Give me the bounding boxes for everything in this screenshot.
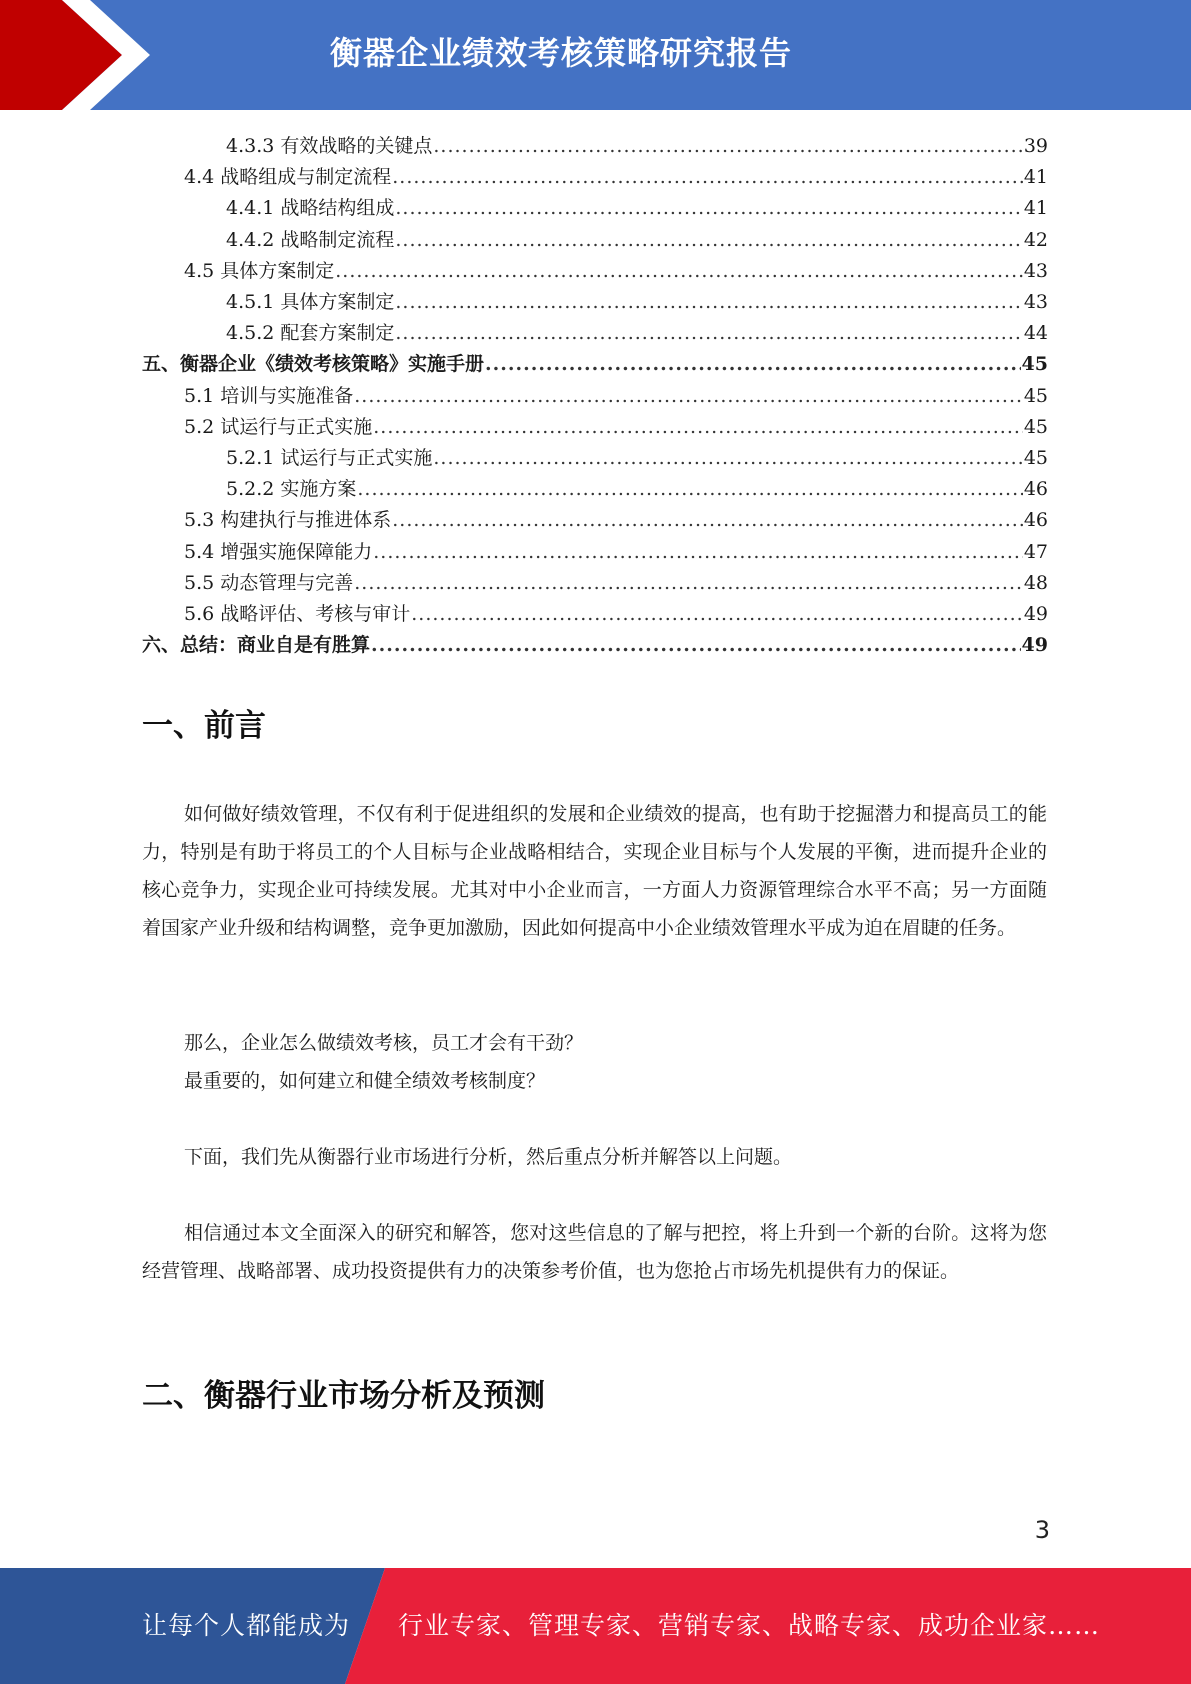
toc-entry-label: 五、衡器企业《绩效考核策略》实施手册 — [142, 353, 485, 376]
report-title: 衡器企业绩效考核策略研究报告 — [330, 34, 793, 72]
footer-slogan-left: 让每个人都能成为 — [142, 1611, 351, 1640]
toc-entry-label: 4.4.2 战略制定流程 — [226, 228, 395, 251]
toc-entry-page: 47 — [1023, 540, 1048, 563]
toc-leader-dots — [354, 571, 1023, 595]
toc-entry-label: 5.6 战略评估、考核与审计 — [184, 603, 411, 625]
toc-entry-page: 48 — [1023, 571, 1048, 594]
toc-entry[interactable] — [226, 283, 1048, 314]
toc-entry[interactable] — [226, 189, 1048, 220]
toc-entry-page: 45 — [1023, 447, 1048, 469]
toc-leader-dots — [395, 321, 1022, 345]
toc-leader-dots — [335, 259, 1023, 283]
toc-entry-label: 5.5 动态管理与完善 — [184, 571, 354, 594]
section-heading-preface: 一、前言 — [142, 708, 266, 744]
toc-entry[interactable] — [226, 221, 1048, 252]
toc-entry-label: 4.4 战略组成与制定流程 — [184, 166, 392, 189]
toc-entry[interactable] — [184, 252, 1048, 283]
toc-leader-dots — [354, 384, 1023, 408]
page-header — [0, 0, 1191, 110]
toc-entry-label: 4.5.2 配套方案制定 — [226, 322, 395, 345]
toc-entry-label: 4.3.3 有效战略的关键点 — [226, 135, 433, 157]
toc-entry-page: 43 — [1023, 291, 1048, 313]
page-footer — [0, 1568, 1191, 1684]
toc-entry[interactable] — [184, 377, 1048, 408]
toc-entry-label: 六、总结：商业自是有胜算 — [142, 634, 371, 657]
toc-entry-label: 5.3 构建执行与推进体系 — [184, 509, 392, 532]
toc-entry-page: 45 — [1021, 353, 1048, 376]
toc-entry[interactable] — [226, 439, 1048, 470]
toc-entry-label: 4.4.1 战略结构组成 — [226, 197, 395, 220]
toc-entry[interactable] — [142, 626, 1048, 657]
toc-leader-dots — [395, 290, 1022, 314]
preface-transition: 下面，我们先从衡器行业市场进行分析，然后重点分析并解答以上问题。 — [184, 1146, 793, 1168]
toc-leader-dots — [485, 352, 1021, 376]
preface-paragraph-1: 如何做好绩效管理，不仅有利于促进组织的发展和企业绩效的提高，也有助于挖掘潜力和提高员工的能力，特别是有助于将员工的个人目标与企业战略相结合，实现企业目标与个人发展的平衡，进而提升企业的核心竞争力，实现企业可持续发展。尤其对中小企业而言，一方面人力资源管理综合水平不高；另一方面随着国家产业升级和结构调整，竞争更加激励，因此如何提高中小企业绩效管理水平成为迫在眉睫的任务。 — [142, 803, 1047, 939]
toc-entry-page: 46 — [1023, 478, 1048, 501]
toc-entry-page: 49 — [1021, 634, 1048, 657]
toc-entry-page: 42 — [1023, 228, 1048, 251]
toc-entry-label: 5.4 增强实施保障能力 — [184, 540, 373, 563]
toc-entry-label: 5.2.2 实施方案 — [226, 478, 357, 501]
toc-entry[interactable] — [226, 127, 1048, 158]
toc-entry-page: 39 — [1023, 135, 1048, 157]
toc-entry[interactable] — [184, 408, 1048, 439]
toc-leader-dots — [392, 508, 1023, 532]
toc-leader-dots — [433, 134, 1022, 158]
toc-entry-label: 5.2 试运行与正式实施 — [184, 415, 373, 438]
preface-question-1: 那么，企业怎么做绩效考核，员工才会有干劲？ — [184, 1032, 584, 1054]
preface-question-2: 最重要的，如何建立和健全绩效考核制度？ — [184, 1070, 546, 1092]
footer-slogan-right: 行业专家、管理专家、营销专家、战略专家、成功企业家…… — [398, 1611, 1101, 1640]
toc-leader-dots — [373, 415, 1023, 439]
toc-entry[interactable] — [226, 314, 1048, 345]
toc-entry[interactable] — [184, 501, 1048, 532]
toc-entry[interactable] — [184, 158, 1048, 189]
toc-leader-dots — [373, 540, 1023, 564]
toc-entry-label: 5.2.1 试运行与正式实施 — [226, 447, 433, 469]
toc-entry-label: 4.5 具体方案制定 — [184, 259, 335, 282]
toc-entry-page: 44 — [1023, 322, 1048, 345]
toc-entry-page: 45 — [1023, 415, 1048, 438]
toc-entry-page: 49 — [1023, 603, 1048, 625]
toc-leader-dots — [357, 477, 1022, 501]
toc-leader-dots — [395, 228, 1022, 252]
toc-entry-label: 4.5.1 具体方案制定 — [226, 291, 395, 313]
toc-leader-dots — [395, 196, 1022, 220]
preface-paragraph-2: 相信通过本文全面深入的研究和解答，您对这些信息的了解与把控，将上升到一个新的台阶。这将为您经营管理、战略部署、成功投资提供有力的决策参考价值，也为您抢占市场先机提供有力的保证。 — [142, 1222, 1047, 1282]
toc-leader-dots — [371, 633, 1021, 657]
toc-entry[interactable] — [142, 345, 1048, 376]
toc-entry[interactable] — [184, 564, 1048, 595]
toc-entry[interactable] — [184, 533, 1048, 564]
toc-entry-page: 45 — [1023, 384, 1048, 407]
toc-entry-label: 5.1 培训与实施准备 — [184, 384, 354, 407]
toc-entry-page: 41 — [1023, 166, 1048, 189]
toc-entry[interactable] — [184, 595, 1048, 626]
toc-entry-page: 43 — [1023, 259, 1048, 282]
toc-entry-page: 46 — [1023, 509, 1048, 532]
toc-leader-dots — [411, 602, 1023, 626]
page-number: 3 — [1034, 1516, 1050, 1544]
toc-leader-dots — [392, 165, 1023, 189]
section-heading-market-analysis: 二、衡器行业市场分析及预测 — [142, 1378, 545, 1414]
toc-entry[interactable] — [226, 470, 1048, 501]
toc-entry-page: 41 — [1023, 197, 1048, 220]
toc-leader-dots — [433, 446, 1022, 470]
